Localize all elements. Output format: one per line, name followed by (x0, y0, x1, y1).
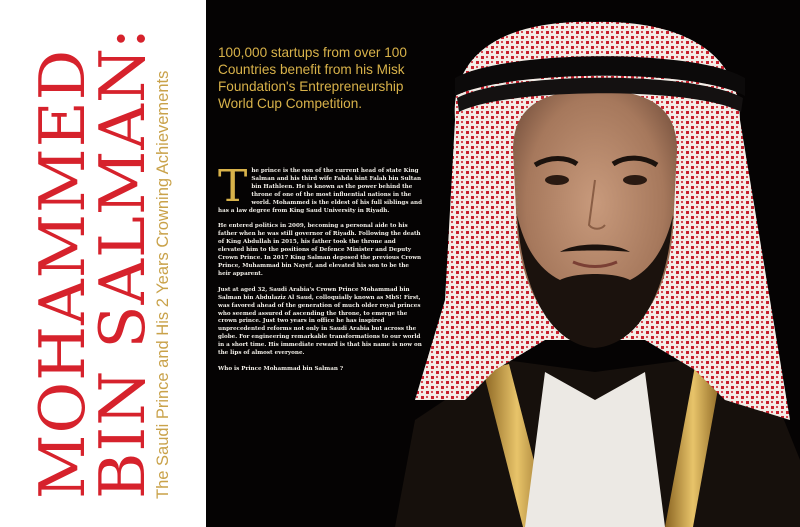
title-line-2: BIN SALMAN: (86, 27, 159, 499)
article-question: Who is Prince Mohammad bin Salman ? (218, 365, 344, 372)
dropcap: T (218, 161, 248, 212)
subtitle: The Saudi Prince and His 2 Years Crowning Achievements (154, 70, 172, 499)
article-body (218, 161, 423, 382)
article-paragraph-3: Just at aged 32, Saudi Arabia's Crown Prince Mohammad bin Salman bin Abdulaziz Al Saud, colloquially known as MbS! First, was favored ahead of the generation of much older royal princes who seemed assured of ascending the throne, to emerge the crown prince. Just two years in office he has inspired unprecedented reforms not only in Saudi Arabia but across the globe. For engineering remarkable transformations to our world in a short time. His immediate reward is that his name is now on the lips of almost everyone. (218, 286, 422, 357)
title-line-1: MOHAMMED (26, 48, 99, 499)
headline: 100,000 startups from over 100 Countries benefit from his Misk Foundation's Entrepreneurship World Cup Competition. (218, 45, 407, 111)
article-paragraph-2: He entered politics in 2009, becoming a personal aide to his father when he was still governor of Riyadh. Following the death of King Abdullah in 2015, his father took the throne and elevated him to the positions of Defence Minister and Deputy Crown Prince. In 2017 King Salman deposed the previous Crown Prince, Muhammad bin Nayef, and elevated his son to be the heir apparent. (218, 223, 422, 277)
paragraph-1-text: he prince is the son of the current head of state King Salman and his third wife Fahda bint Falah bin Sultan bin Hathleen. He is known as the power behind the throne of one of the most influential nations in the world. Mohammed is the eldest of his full siblings and has a law degree from King Saud University in Riyadh. (218, 168, 423, 214)
portrait-image (395, 0, 800, 527)
article-paragraph-1 (218, 161, 423, 215)
vertical-title (26, 27, 173, 499)
